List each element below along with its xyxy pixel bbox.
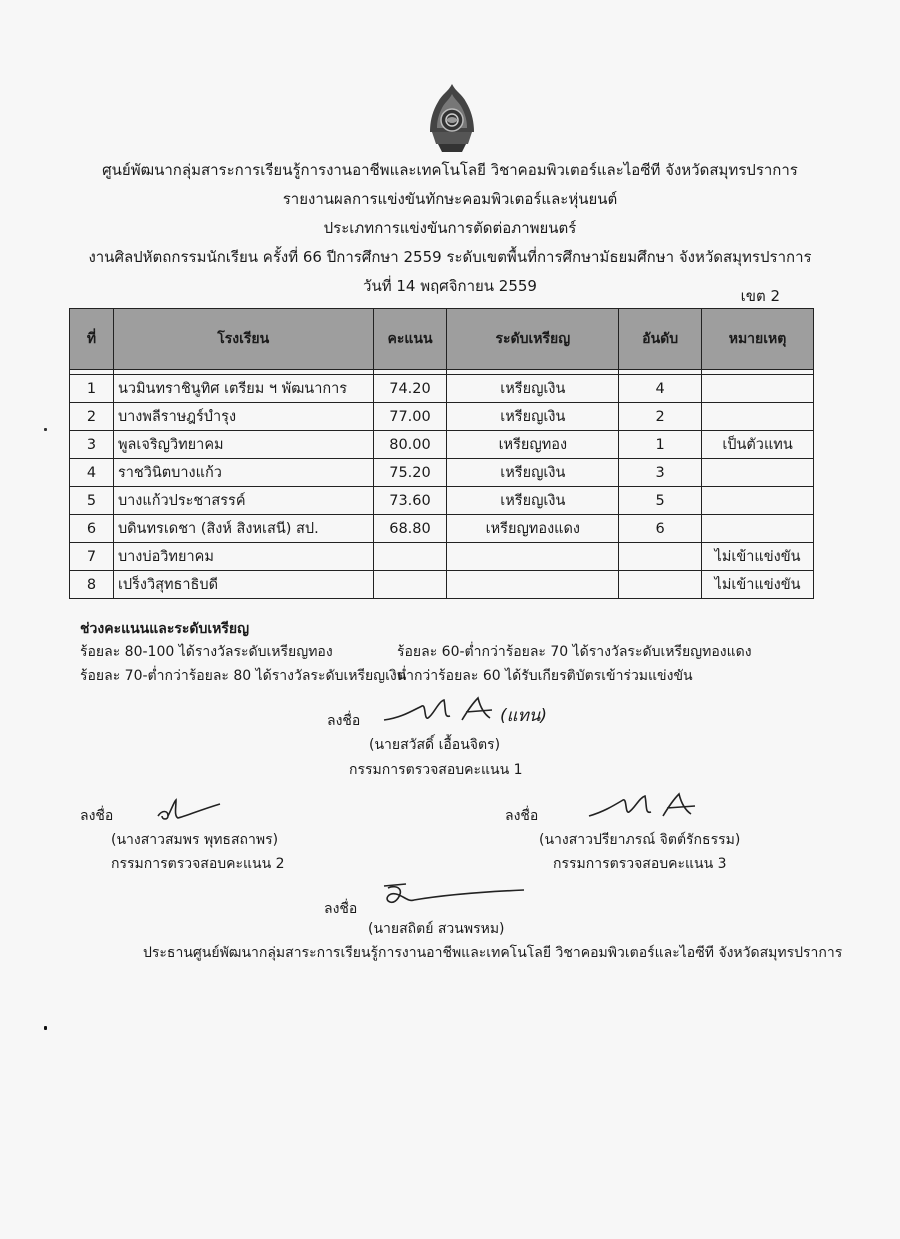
zone-label: เขต 2 [740, 287, 780, 305]
legend-participation: ต่ำกว่าร้อยละ 60 ได้รับเกียรติบัตรเข้าร่วมแข่งขัน [397, 668, 693, 684]
signature-1 [380, 694, 510, 728]
signer-2-role: กรรมการตรวจสอบคะแนน 2 [111, 856, 285, 872]
cell-note: เป็นตัวแทน [702, 431, 814, 459]
cell-note [702, 515, 814, 543]
cell-rank: 6 [619, 515, 702, 543]
col-header-score: คะแนน [373, 309, 447, 370]
signature-3 [585, 790, 705, 824]
table-row [70, 403, 814, 431]
cell-no: 2 [70, 403, 114, 431]
cell-rank [619, 543, 702, 571]
signer-4-name: (นายสถิตย์ สวนพรหม) [368, 921, 505, 937]
cell-note [702, 375, 814, 403]
signature-4 [378, 880, 528, 914]
table-row [70, 431, 814, 459]
cell-medal: เหรียญทองแดง [447, 515, 619, 543]
table-row [70, 487, 814, 515]
cell-school: บางพลีราษฎร์บำรุง [113, 403, 373, 431]
col-header-medal: ระดับเหรียญ [447, 309, 619, 370]
cell-school: เปร็งวิสุทธาธิบดี [113, 571, 373, 599]
header-line-1: ศูนย์พัฒนากลุ่มสาระการเรียนรู้การงานอาชีพและเทคโนโลยี วิชาคอมพิวเตอร์และไอซีที จังหวัดสมุทรปราการ [102, 161, 798, 179]
cell-no: 1 [70, 375, 114, 403]
header-line-4: งานศิลปหัตถกรรมนักเรียน ครั้งที่ 66 ปีการศึกษา 2559 ระดับเขตพื้นที่การศึกษามัธยมศึกษา จังหวัดสมุทรปราการ [88, 248, 812, 266]
cell-medal [447, 543, 619, 571]
sign-label-1: ลงชื่อ [327, 713, 361, 729]
handwritten-on-behalf: (แทน) [500, 706, 548, 726]
cell-note [702, 403, 814, 431]
cell-note [702, 487, 814, 515]
cell-medal: เหรียญเงิน [447, 403, 619, 431]
cell-no: 8 [70, 571, 114, 599]
cell-no: 7 [70, 543, 114, 571]
cell-school: นวมินทราชินูทิศ เตรียม ฯ พัฒนาการ [113, 375, 373, 403]
cell-note [702, 459, 814, 487]
table-row [70, 515, 814, 543]
cell-score: 80.00 [373, 431, 447, 459]
signer-1-role: กรรมการตรวจสอบคะแนน 1 [349, 762, 523, 778]
legend-bronze: ร้อยละ 60-ต่ำกว่าร้อยละ 70 ได้รางวัลระดับเหรียญทองแดง [397, 644, 752, 660]
cell-school: ราชวินิตบางแก้ว [113, 459, 373, 487]
cell-school: บดินทรเดชา (สิงห์ สิงหเสนี) สป. [113, 515, 373, 543]
cell-medal: เหรียญเงิน [447, 375, 619, 403]
cell-medal [447, 571, 619, 599]
cell-rank: 1 [619, 431, 702, 459]
results-table [69, 308, 814, 599]
signer-3-name: (นางสาวปรียาภรณ์ จิตต์รักธรรม) [539, 832, 741, 848]
col-header-no: ที่ [70, 309, 114, 370]
signer-2-name: (นางสาวสมพร พุทธสถาพร) [111, 832, 279, 848]
signer-4-role: ประธานศูนย์พัฒนากลุ่มสาระการเรียนรู้การงานอาชีพและเทคโนโลยี วิชาคอมพิวเตอร์และไอซีที จังหวัดสมุทรปราการ [143, 945, 843, 961]
col-header-rank: อันดับ [619, 309, 702, 370]
table-row [70, 543, 814, 571]
cell-note: ไม่เข้าแข่งขัน [702, 571, 814, 599]
cell-school: บางแก้วประชาสรรค์ [113, 487, 373, 515]
cell-score [373, 571, 447, 599]
table-row [70, 571, 814, 599]
cell-medal: เหรียญเงิน [447, 459, 619, 487]
cell-no: 6 [70, 515, 114, 543]
cell-medal: เหรียญทอง [447, 431, 619, 459]
legend-silver: ร้อยละ 70-ต่ำกว่าร้อยละ 80 ได้รางวัลระดับเหรียญเงิน [80, 668, 407, 684]
header-line-3: ประเภทการแข่งขันการตัดต่อภาพยนตร์ [323, 219, 577, 237]
sign-label-4: ลงชื่อ [324, 901, 358, 917]
signature-2 [150, 796, 230, 826]
signer-3-role: กรรมการตรวจสอบคะแนน 3 [553, 856, 727, 872]
sign-label-3: ลงชื่อ [505, 808, 539, 824]
cell-score: 74.20 [373, 375, 447, 403]
cell-rank: 5 [619, 487, 702, 515]
cell-score: 75.20 [373, 459, 447, 487]
sign-label-2: ลงชื่อ [80, 808, 114, 824]
table-row [70, 459, 814, 487]
cell-rank: 2 [619, 403, 702, 431]
col-header-note: หมายเหตุ [702, 309, 814, 370]
cell-score: 73.60 [373, 487, 447, 515]
header-line-2: รายงานผลการแข่งขันทักษะคอมพิวเตอร์และหุ่นยนต์ [282, 190, 618, 208]
header-line-5: วันที่ 14 พฤศจิกายน 2559 [363, 277, 537, 295]
col-header-school: โรงเรียน [113, 309, 373, 370]
table-row [70, 375, 814, 403]
cell-school: บางบ่อวิทยาคม [113, 543, 373, 571]
legend-title: ช่วงคะแนนและระดับเหรียญ [80, 621, 250, 637]
cell-no: 4 [70, 459, 114, 487]
cell-no: 5 [70, 487, 114, 515]
cell-medal: เหรียญเงิน [447, 487, 619, 515]
signer-1-name: (นายสวัสดิ์ เอื้อนจิตร) [369, 737, 501, 753]
cell-note: ไม่เข้าแข่งขัน [702, 543, 814, 571]
cell-no: 3 [70, 431, 114, 459]
cell-rank: 3 [619, 459, 702, 487]
cell-score [373, 543, 447, 571]
cell-rank: 4 [619, 375, 702, 403]
legend-gold: ร้อยละ 80-100 ได้รางวัลระดับเหรียญทอง [80, 644, 333, 660]
cell-score: 68.80 [373, 515, 447, 543]
cell-rank [619, 571, 702, 599]
scan-speck [44, 1026, 47, 1030]
cell-school: พูลเจริญวิทยาคม [113, 431, 373, 459]
cell-score: 77.00 [373, 403, 447, 431]
table-header-row [70, 309, 814, 370]
scan-speck [44, 428, 47, 431]
emblem-logo [426, 82, 478, 154]
